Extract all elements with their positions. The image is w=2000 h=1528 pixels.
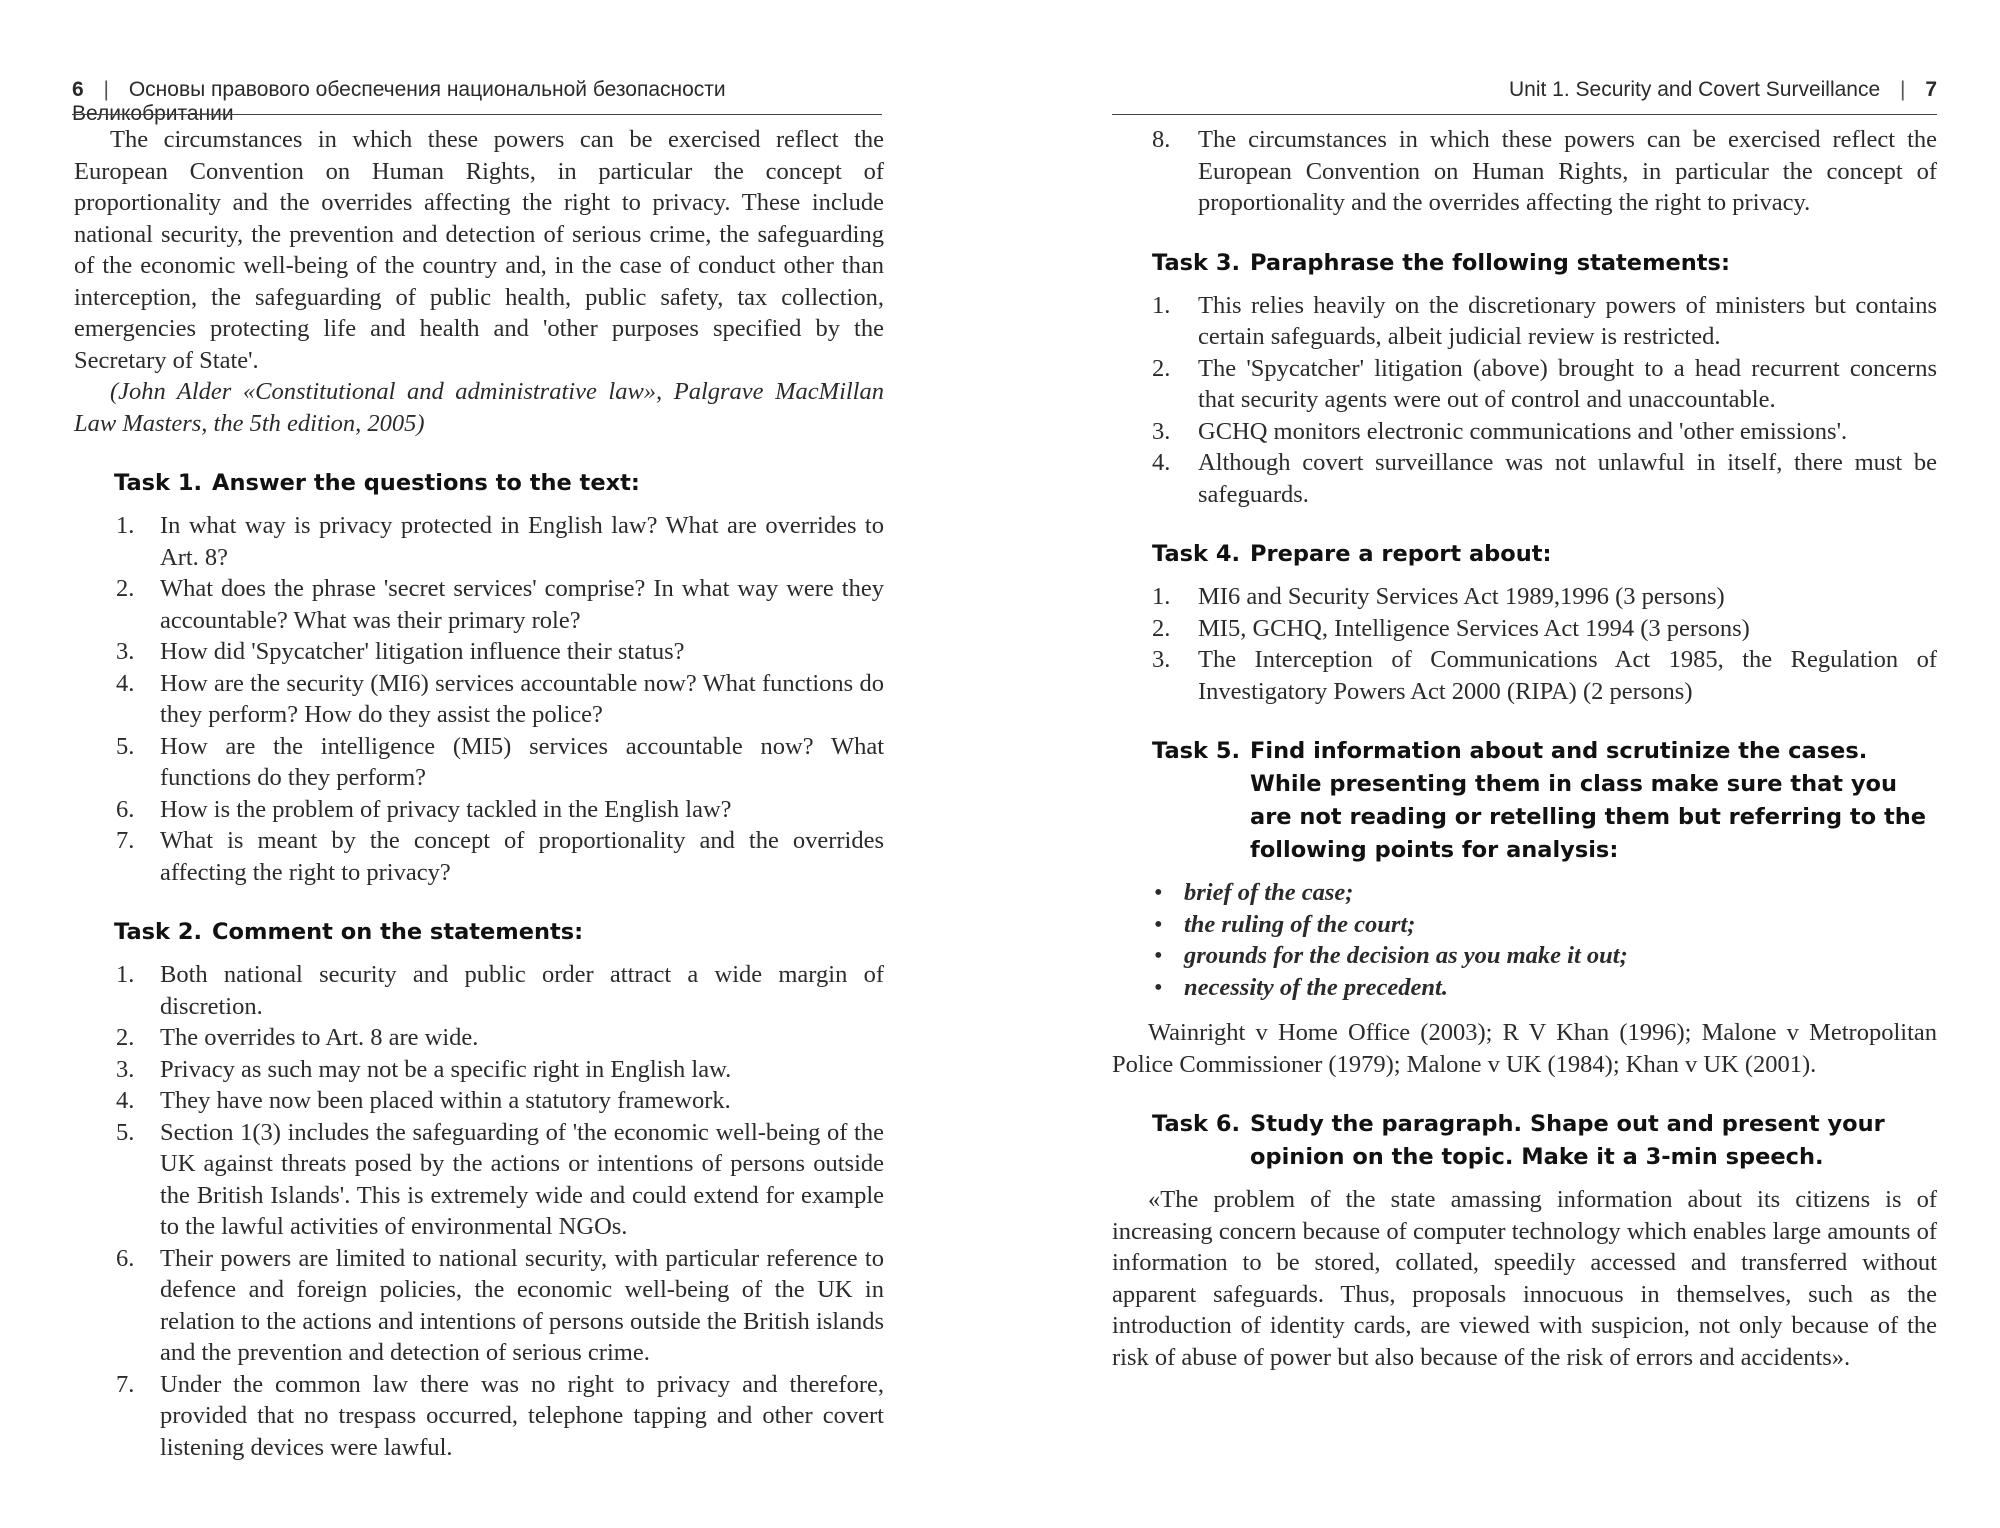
list-item — [1112, 972, 1937, 1004]
item-number: 1. — [1152, 583, 1171, 610]
bullet-icon: • — [1154, 973, 1163, 1001]
right-page — [1000, 0, 2000, 1528]
task4-number: Task 4. — [1152, 541, 1241, 567]
item-text: grounds for the decision as you make it out; — [1184, 942, 1628, 969]
task3-list — [1112, 290, 1937, 511]
list-item — [1112, 353, 1937, 416]
item-text: MI6 and Security Services Act 1989,1996 (3 persons) — [1198, 583, 1725, 610]
item-text: This relies heavily on the discretionary powers of ministers but contains certain safeguards, albeit judicial review is restricted. — [1198, 291, 1937, 350]
list-item — [1112, 940, 1937, 972]
task1-heading — [114, 467, 884, 500]
list-item — [1112, 447, 1937, 510]
list-item — [74, 1054, 884, 1086]
item-text: How is the problem of privacy tackled in the English law? — [160, 795, 732, 823]
header-separator: | — [103, 78, 109, 101]
item-number: 3. — [116, 1055, 135, 1083]
item-number: 4. — [1152, 449, 1171, 476]
item-text: MI5, GCHQ, Intelligence Services Act 1994 (3 persons) — [1198, 614, 1750, 642]
item-text: Although covert surveillance was not unlawful in itself, there must be safeguards. — [1198, 449, 1937, 508]
list-item — [74, 1369, 884, 1464]
list-item — [1112, 909, 1937, 941]
item-number: 5. — [116, 732, 135, 760]
task1-list — [74, 510, 884, 888]
citation: (John Alder «Constitutional and administrative law», Palgrave MacMillan Law Masters, the 5th edition, 2005) — [74, 378, 884, 437]
item-text: The Interception of Communications Act 1985, the Regulation of Investigatory Powers Act 2000 (RIPA) (2 persons) — [1198, 646, 1937, 705]
item-number: 6. — [116, 795, 135, 823]
task2-heading — [114, 916, 884, 949]
item-number: 2. — [1152, 614, 1171, 642]
task2-number: Task 2. — [114, 919, 203, 945]
item-text: Privacy as such may not be a specific right in English law. — [160, 1055, 732, 1083]
list-item — [74, 1117, 884, 1243]
task1-title: Answer the questions to the text: — [212, 470, 640, 496]
item-number: 4. — [116, 669, 135, 697]
task4-list — [1112, 581, 1937, 707]
list-item — [1112, 877, 1937, 909]
item-number: 5. — [116, 1118, 135, 1146]
list-item — [74, 1022, 884, 1054]
bullet-icon: • — [1154, 910, 1163, 938]
task6-number: Task 6. — [1152, 1111, 1241, 1137]
right-header-rule — [1112, 114, 1937, 115]
item-text: How are the intelligence (MI5) services accountable now? What functions do they perform? — [160, 732, 884, 791]
task4-title: Prepare a report about: — [1250, 541, 1552, 567]
list-item — [74, 668, 884, 731]
list-item — [1112, 290, 1937, 353]
list-item — [74, 959, 884, 1022]
item-number: 2. — [116, 575, 135, 602]
list-item — [74, 794, 884, 826]
item-text: Under the common law there was no right to privacy and therefore, provided that no trespass occurred, telephone tapping and other covert listening devices were lawful. — [160, 1370, 884, 1461]
left-page-number: 6 — [72, 78, 84, 101]
task6-heading — [1152, 1108, 1937, 1174]
list-item — [1112, 581, 1937, 613]
bullet-icon: • — [1154, 942, 1163, 969]
list-item — [74, 573, 884, 636]
task2-list — [74, 959, 884, 1463]
task5-title: Find information about and scrutinize the cases. While presenting them in class make sure that you are not reading or retelling them but referring to the following points for analysis: — [1250, 738, 1927, 863]
task2-continued-list — [1112, 124, 1937, 219]
item-number: 7. — [116, 1370, 135, 1398]
item-text: necessity of the precedent. — [1184, 973, 1448, 1001]
left-page-content — [74, 124, 884, 1463]
item-number: 3. — [1152, 646, 1171, 673]
task3-heading — [1152, 247, 1937, 280]
item-text: In what way is privacy protected in English law? What are overrides to Art. 8? — [160, 512, 884, 571]
task5-heading — [1152, 735, 1937, 867]
list-item — [1112, 644, 1937, 707]
list-item — [74, 731, 884, 794]
item-number: 1. — [1152, 291, 1171, 319]
item-number: 1. — [116, 512, 135, 539]
item-number: 4. — [116, 1087, 135, 1114]
cases-list: Wainright v Home Office (2003); R V Khan (1996); Malone v Metropolitan Police Commissioner (1979); Malone v UK (1984); Khan v UK (2001). — [1112, 1019, 1937, 1078]
task6-paragraph: «The problem of the state amassing information about its citizens is of increasing concern because of computer technology which enables large amounts of information to be stored, collated, speedily accessed and transferred without apparent safeguards. Thus, proposals innocuous in themselves, such as the introduction of identity cards, are viewed with suspicion, not only because of the risk of abuse of power but also because of the risk of errors and accidents». — [1112, 1186, 1937, 1371]
item-number: 3. — [116, 638, 135, 665]
task1-number: Task 1. — [114, 470, 203, 496]
task2-title: Comment on the statements: — [212, 919, 584, 945]
item-number: 8. — [1152, 126, 1171, 153]
task5-number: Task 5. — [1152, 738, 1241, 764]
list-item — [1112, 613, 1937, 645]
header-separator: | — [1900, 78, 1906, 101]
item-text: The 'Spycatcher' litigation (above) brought to a head recurrent concerns that security agents were out of control and unaccountable. — [1198, 354, 1937, 413]
right-page-number: 7 — [1925, 78, 1937, 101]
item-number: 1. — [116, 961, 135, 988]
intro-paragraph: The circumstances in which these powers can be exercised reflect the European Convention on Human Rights, in particular the concept of proportionality and the overrides affecting the right to privacy. These include national security, the prevention and detection of serious crime, the safeguarding of the economic well-being of the country and, in the case of conduct other than interception, the safeguarding of public health, public safety, tax collection, emergencies protecting life and health and 'other purposes specified by the Secretary of State'. — [74, 126, 884, 374]
item-text: brief of the case; — [1184, 879, 1354, 906]
left-header-title: Основы правового обеспечения национальной безопасности Великобритании — [72, 78, 726, 125]
list-item — [74, 1085, 884, 1117]
item-text: How did 'Spycatcher' litigation influence their status? — [160, 638, 685, 665]
item-number: 6. — [116, 1244, 135, 1272]
item-text: They have now been placed within a statutory framework. — [160, 1087, 731, 1114]
item-text: GCHQ monitors electronic communications and 'other emissions'. — [1198, 417, 1848, 445]
right-running-header — [1112, 78, 1937, 114]
item-text: What is meant by the concept of proportionality and the overrides affecting the right to privacy? — [160, 827, 884, 886]
left-header-rule — [72, 114, 882, 115]
item-text: Both national security and public order attract a wide margin of discretion. — [160, 961, 884, 1020]
task3-title: Paraphrase the following statements: — [1250, 249, 1730, 276]
task3-number: Task 3. — [1152, 249, 1241, 276]
right-page-content — [1112, 124, 1937, 1373]
item-text: the ruling of the court; — [1184, 910, 1416, 938]
task6-title: Study the paragraph. Shape out and present your opinion on the topic. Make it a 3-min speech. — [1250, 1111, 1885, 1170]
item-text: The circumstances in which these powers can be exercised reflect the European Convention on Human Rights, in particular the concept of proportionality and the overrides affecting the right to privacy. — [1198, 126, 1937, 216]
item-number: 3. — [1152, 417, 1171, 445]
list-item — [74, 825, 884, 888]
item-number: 2. — [1152, 354, 1171, 382]
left-running-header — [72, 78, 882, 125]
item-text: How are the security (MI6) services accountable now? What functions do they perform? How do they assist the police? — [160, 669, 884, 728]
bullet-icon: • — [1154, 879, 1163, 906]
right-header-title: Unit 1. Security and Covert Surveillance — [1508, 78, 1881, 101]
list-item — [74, 636, 884, 668]
item-text: The overrides to Art. 8 are wide. — [160, 1024, 479, 1051]
task5-points — [1112, 877, 1937, 1003]
item-number: 7. — [116, 827, 135, 854]
list-item — [1112, 416, 1937, 448]
task4-heading — [1152, 538, 1937, 571]
list-item — [74, 510, 884, 573]
item-text: Their powers are limited to national security, with particular reference to defence and foreign policies, the economic well-being of the UK in relation to the actions and intentions of persons outside the British islands and the prevention and detection of serious crime. — [160, 1244, 884, 1366]
item-text: Section 1(3) includes the safeguarding of 'the economic well-being of the UK against threats posed by the actions or intentions of persons outside the British Islands'. This is extremely wide and could extend for example to the lawful activities of environmental NGOs. — [160, 1118, 884, 1240]
list-item — [1112, 124, 1937, 219]
item-text: What does the phrase 'secret services' comprise? In what way were they accountable? What was their primary role? — [160, 575, 884, 634]
item-number: 2. — [116, 1024, 135, 1051]
list-item — [74, 1243, 884, 1369]
